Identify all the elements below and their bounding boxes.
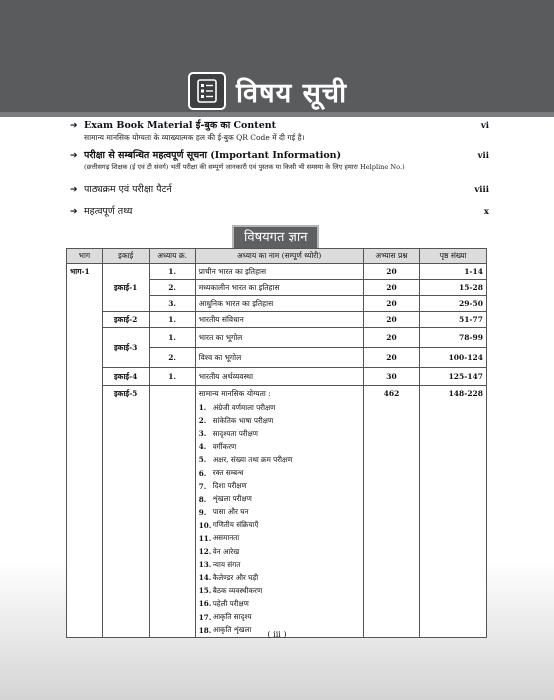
- cell-questions: 20: [363, 312, 420, 328]
- cell-pages: 1-14: [420, 264, 487, 280]
- cell-questions: 462: [363, 386, 420, 638]
- toc-item-subtitle: सामान्य मानसिक योग्यता के व्याख्यात्मक हल की ई-बुक QR Code में दी गई है।: [84, 133, 305, 142]
- subtopic-number: 6.: [198, 468, 207, 478]
- cell-pages: 51-77: [420, 312, 487, 328]
- cell-ikai: इकाई-5: [102, 386, 149, 638]
- table-header-row: [67, 249, 487, 264]
- cell-questions: 20: [363, 328, 420, 348]
- cell-chapter-name: [195, 386, 363, 638]
- subtopic-item[interactable]: [199, 558, 360, 571]
- cell-ikai: इकाई-1: [102, 264, 149, 312]
- col-header-bhag: भाग: [67, 249, 103, 264]
- subtopic-number: 12.: [198, 547, 212, 557]
- subtopic-item[interactable]: [199, 597, 360, 610]
- subtopic-number: 10.: [198, 520, 212, 530]
- toc-item-page: vi: [480, 121, 489, 131]
- cell-pages: 100-124: [420, 348, 487, 368]
- subtopic-item[interactable]: [199, 611, 360, 624]
- cell-pages: 148-228: [420, 386, 487, 638]
- subtopic-number: 9.: [198, 507, 207, 517]
- cell-questions: 20: [363, 348, 420, 368]
- subtopic-title: असमानता: [212, 533, 240, 543]
- subtopic-title: आकृति शृंखला: [212, 625, 252, 635]
- cell-questions: 30: [363, 368, 420, 386]
- subtopic-item[interactable]: [199, 493, 360, 506]
- subtopic-title: पासा और घन: [212, 507, 249, 517]
- subtopic-title: दिशा परीक्षण: [212, 481, 247, 491]
- table-row[interactable]: [67, 328, 487, 348]
- subtopic-item[interactable]: [199, 440, 360, 453]
- subtopic-number: 8.: [198, 494, 207, 504]
- document-list-icon: [188, 72, 226, 110]
- subtopic-title: अंग्रेजी वर्णमाला परीक्षण: [212, 402, 276, 412]
- table-row[interactable]: [67, 312, 487, 328]
- subtopic-item[interactable]: [199, 427, 360, 440]
- col-header-pages: पृष्ठ संख्या: [420, 249, 487, 264]
- subtopic-list: [199, 401, 360, 637]
- cell-chapter-num: 1.: [149, 264, 195, 280]
- page-title-block: [188, 72, 347, 110]
- cell-ikai: इकाई-3: [102, 328, 149, 368]
- subtopic-number: 7.: [198, 481, 207, 491]
- subtopic-number: 16.: [198, 599, 212, 609]
- subtopic-title: सादृश्यता परीक्षण: [212, 428, 258, 438]
- cell-chapter-num: 1.: [149, 328, 195, 348]
- col-header-chapter-name: अध्याय का नाम (सम्पूर्ण थ्योरी): [195, 249, 363, 264]
- subtopic-title: न्याय संगत: [212, 559, 241, 569]
- toc-item-title: परीक्षा से सम्बन्धित महत्वपूर्ण सूचना (Important Information): [84, 150, 342, 161]
- table-row[interactable]: [67, 386, 487, 638]
- subtopic-title: आकृति सादृश्य: [212, 612, 252, 622]
- arrow-right-icon: ➔: [70, 185, 78, 195]
- subtopic-item[interactable]: [199, 480, 360, 493]
- cell-pages: 15-28: [420, 280, 487, 296]
- toc-item-page: x: [483, 207, 489, 217]
- subtopic-title: अक्षर, संख्या तथा क्रम परीक्षण: [212, 454, 293, 464]
- subtopic-number: 14.: [198, 573, 212, 583]
- cell-questions: 20: [363, 296, 420, 312]
- cell-chapter-name: आधुनिक भारत का इतिहास: [195, 296, 363, 312]
- cell-pages: 125-147: [420, 368, 487, 386]
- cell-pages: 78-99: [420, 328, 487, 348]
- subtopic-number: 5.: [198, 455, 207, 465]
- cell-chapter-num: 1.: [149, 368, 195, 386]
- subtopic-number: 1.: [198, 403, 207, 413]
- subtopic-number: 17.: [198, 612, 212, 622]
- col-header-questions: अभ्यास प्रश्न: [363, 249, 420, 264]
- section-label-wrap: [232, 226, 319, 245]
- toc-item-page: viii: [474, 185, 489, 195]
- toc-item-title: महत्वपूर्ण तथ्य: [84, 206, 133, 217]
- cell-pages: 29-50: [420, 296, 487, 312]
- subtopic-item[interactable]: [199, 584, 360, 597]
- subtopic-item[interactable]: [199, 532, 360, 545]
- subtopic-number: 15.: [198, 586, 212, 596]
- cell-chapter-num: 2.: [149, 348, 195, 368]
- toc-item-subtitle: (छत्तीसगढ़ शिक्षक (ई एवं टी संवर्ग) भर्ती परीक्षा की सम्पूर्ण जानकारी एवं पुस्तक या किसी भी समस्या के लिए हमारा Helpline No.): [84, 163, 405, 171]
- subtopic-item[interactable]: [199, 545, 360, 558]
- cell-chapter-name: भारत का भूगोल: [195, 328, 363, 348]
- arrow-right-icon: ➔: [70, 151, 78, 161]
- arrow-right-icon: ➔: [70, 121, 78, 131]
- cell-questions: 20: [363, 280, 420, 296]
- subtopic-item[interactable]: [199, 401, 360, 414]
- subtopic-title: बैठक व्यवस्थीकरण: [212, 585, 263, 595]
- subtopic-item[interactable]: [199, 571, 360, 584]
- toc-list: [66, 120, 489, 245]
- arrow-right-icon: ➔: [70, 207, 78, 217]
- cell-chapter-name: भारतीय संविधान: [195, 312, 363, 328]
- table-row[interactable]: [67, 368, 487, 386]
- subtopic-item[interactable]: [199, 519, 360, 532]
- toc-item-facts[interactable]: [66, 206, 487, 226]
- subtopic-item[interactable]: [199, 506, 360, 519]
- table-row[interactable]: [67, 264, 487, 280]
- subtopic-title: वेन आरेख: [212, 546, 240, 556]
- cell-chapter-name: विश्व का भूगोल: [195, 348, 363, 368]
- toc-item-title: पाठ्यक्रम एवं परीक्षा पैटर्न: [84, 184, 172, 195]
- subtopic-heading: सामान्य मानसिक योग्यता :: [198, 389, 271, 398]
- subtopic-number: 3.: [198, 429, 207, 439]
- col-header-chapter-num: अध्याय क्र.: [149, 249, 195, 264]
- cell-ikai: इकाई-4: [102, 368, 149, 386]
- header-divider: [0, 112, 554, 117]
- cell-chapter-name: प्राचीन भारत का इतिहास: [195, 264, 363, 280]
- cell-ikai: इकाई-2: [102, 312, 149, 328]
- cell-chapter-num: 1.: [149, 312, 195, 328]
- subtopic-title: शृंखला परीक्षण: [212, 494, 252, 504]
- page-number: ( iii ): [267, 630, 287, 639]
- subtopic-title: गणितीय संक्रियाएँ: [212, 520, 259, 530]
- subtopic-item[interactable]: [199, 466, 360, 479]
- cell-chapter-name: मध्यकालीन भारत का इतिहास: [195, 280, 363, 296]
- page-title: विषय सूची: [236, 77, 348, 109]
- subtopic-title: रक्त सम्बन्ध: [212, 468, 244, 478]
- toc-item-ebook[interactable]: [66, 120, 487, 150]
- subtopic-number: 18.: [198, 625, 212, 635]
- cell-chapter-name: भारतीय अर्थव्यवस्था: [195, 368, 363, 386]
- subtopic-title: वर्गीकरण: [212, 441, 237, 451]
- cell-chapter-num: [149, 386, 195, 638]
- subtopic-item[interactable]: [199, 414, 360, 427]
- subtopic-number: 13.: [198, 560, 212, 570]
- subtopic-number: 11.: [198, 533, 212, 543]
- subtopic-number: 4.: [198, 442, 207, 452]
- col-header-ikai: इकाई: [102, 249, 149, 264]
- cell-chapter-num: 3.: [149, 296, 195, 312]
- toc-item-page: vii: [477, 151, 489, 161]
- subtopic-title: पहेली परीक्षण: [212, 598, 249, 608]
- toc-item-title: Exam Book Material ई-बुक का Content: [84, 120, 277, 131]
- subtopic-title: सांकेतिक भाषा परीक्षण: [212, 415, 274, 425]
- subtopic-item[interactable]: [199, 453, 360, 466]
- cell-bhag: भाग-1: [67, 264, 103, 638]
- toc-item-important-info[interactable]: [66, 150, 487, 181]
- section-label: विषयगत ज्ञान: [232, 225, 319, 250]
- cell-chapter-num: 2.: [149, 280, 195, 296]
- cell-questions: 20: [363, 264, 420, 280]
- contents-table: [66, 248, 487, 638]
- subtopic-number: 2.: [198, 416, 207, 426]
- toc-item-syllabus[interactable]: [66, 181, 487, 206]
- subtopic-title: कैलेण्डर और घड़ी: [212, 572, 259, 582]
